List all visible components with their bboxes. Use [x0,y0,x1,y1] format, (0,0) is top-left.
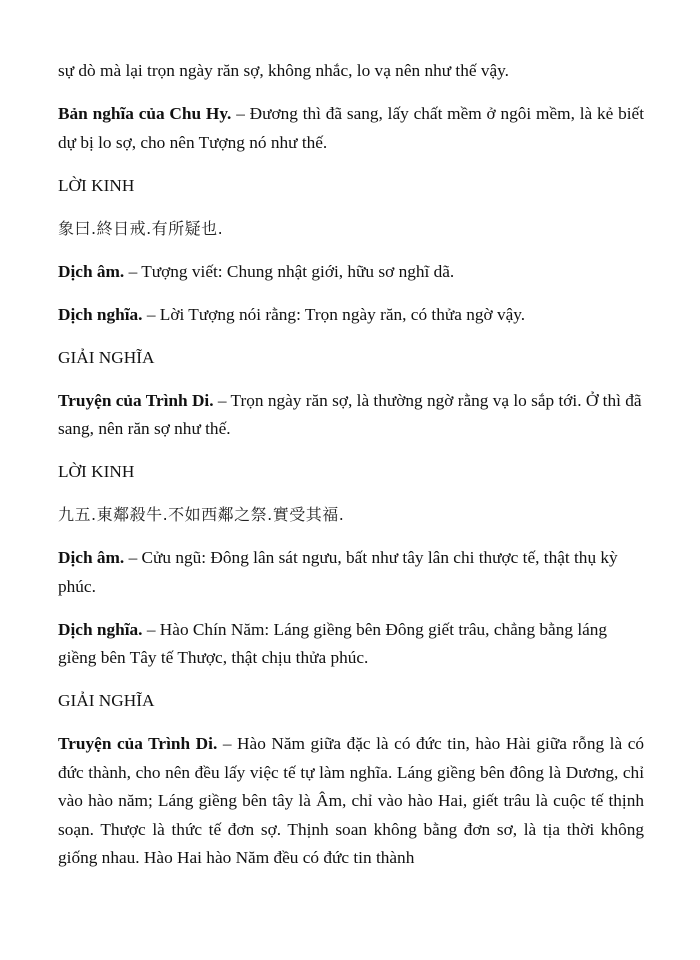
paragraph-label: Truyện của Trình Di. [58,734,218,753]
paragraph-chu-hy: Bản nghĩa của Chu Hy. – Đương thì đã sang, lấy chất mềm ở ngôi mềm, là kẻ biết dự bị lo sợ, cho nên Tượng nó như thế. [58,104,645,152]
document-page [58,57,644,887]
paragraph-continuation: sự dò mà lại trọn ngày răn sợ, không nhắc, lo vạ nên như thế vậy. [58,61,509,80]
paragraph-trinh-di: Truyện của Trình Di. – Hào Năm giữa đặc là có đức tin, hào Hài giữa rỗng là có đức thành, cho nên đều lấy việc tế tự làm nghĩa. Láng giềng bên đông là Dương, chỉ vào hào năm; Láng giềng bên tây là Âm, chỉ vào hào Hai, giết trâu là cuộc tế thịnh soạn. Thược là thức tế đơn sợ. Thịnh soan không bằng đơn sơ, là tịa thời không giống nhau. Hào Hai hào Năm đều có đức tin thành [58,734,645,867]
section-heading-loi-kinh: LỜI KINH [58,175,135,195]
paragraph-label: Dịch nghĩa. [58,619,143,639]
classical-chinese-text: 象曰.終日戒.有所疑也. [58,218,224,238]
section-heading-giai-nghia: GIẢI NGHĨA [58,347,155,367]
classical-chinese-text: 九五.東鄰殺牛.不如西鄰之祭.實受其福. [58,505,345,524]
paragraph-label: Truyện của Trình Di. [58,390,214,410]
paragraph-trinh-di: Truyện của Trình Di. – Trọn ngày răn sợ, là thường ngờ rằng vạ lo sắp tới. Ở thì đã sang, nên răn sợ như thế. [58,390,642,438]
paragraph-dich-am: Dịch âm. – Tượng viết: Chung nhật giới, hữu sơ nghĩ dã. [58,261,455,281]
section-heading-giai-nghia: GIẢI NGHĨA [58,691,155,710]
paragraph-label: Dịch âm. [58,261,125,281]
paragraph-label: Dịch âm. [58,548,125,567]
paragraph-label: Dịch nghĩa. [58,304,143,324]
section-heading-loi-kinh: LỜI KINH [58,462,135,481]
paragraph-dich-nghia: Dịch nghĩa. – Lời Tượng nói rằng: Trọn ngày răn, có thửa ngờ vậy. [58,304,526,324]
paragraph-label: Bản nghĩa của Chu Hy. [58,104,232,123]
paragraph-dich-nghia: Dịch nghĩa. – Hào Chín Năm: Láng giềng bên Đông giết trâu, chẳng bằng láng giềng bên Tây tế Thược, thật chịu thửa phúc. [58,619,608,667]
paragraph-dich-am: Dịch âm. – Cửu ngũ: Đông lân sát ngưu, bất như tây lân chi thược tế, thật thụ kỳ phúc. [58,548,618,596]
